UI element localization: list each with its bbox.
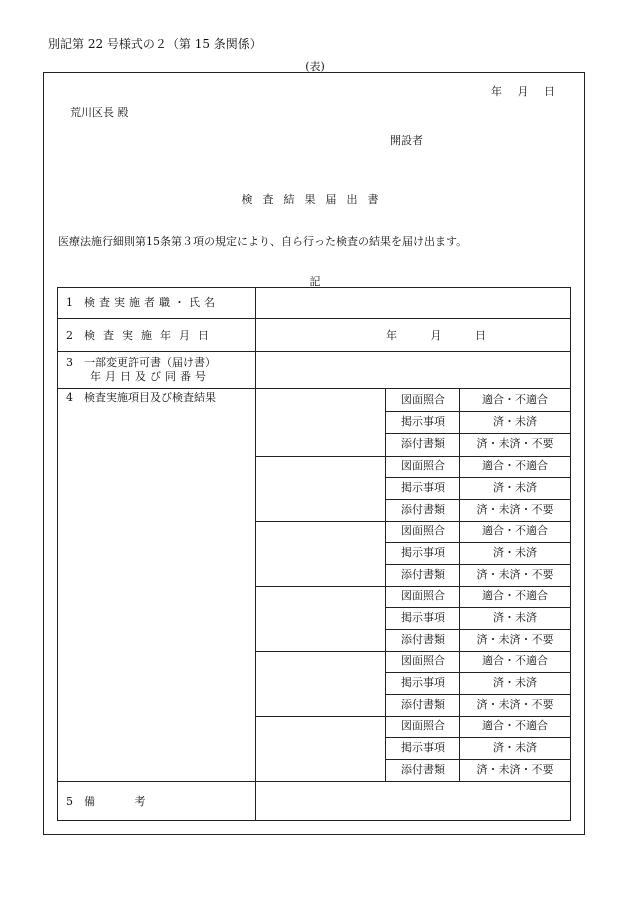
inspection-item: 図面照合 [401, 393, 445, 406]
submission-date[interactable]: 年 月 日 [491, 85, 555, 98]
group-divider [255, 651, 570, 652]
group-divider [255, 521, 570, 522]
item-divider [385, 759, 570, 760]
inspection-result[interactable]: 済・未済 [493, 741, 537, 754]
inspection-result[interactable]: 済・未済・不要 [476, 503, 554, 516]
inspection-result[interactable]: 済・未済・不要 [476, 763, 554, 776]
item-divider [385, 672, 570, 673]
inspection-item: 図面照合 [401, 589, 445, 602]
form-number-title: 別記第 22 号様式の２（第 15 条関係） [48, 37, 262, 51]
front-side-label: (表) [305, 60, 325, 73]
inspection-item: 添付書類 [401, 633, 445, 646]
inspection-result[interactable]: 済・未済 [493, 546, 537, 559]
row-divider [58, 781, 570, 782]
inspection-result[interactable]: 済・未済 [493, 676, 537, 689]
row-number: 3 [66, 356, 73, 369]
document-title: 検査結果届出書 [241, 193, 389, 206]
remarks-label: 備 考 [84, 795, 146, 808]
inspection-item: 添付書類 [401, 437, 445, 450]
inspection-item: 図面照合 [401, 524, 445, 537]
addressee: 荒川区長 殿 [70, 106, 129, 119]
item-divider [385, 542, 570, 543]
change-permit-label: 一部変更許可書（届け書） [84, 356, 216, 369]
inspection-result[interactable]: 済・未済 [493, 611, 537, 624]
inspection-item: 図面照合 [401, 654, 445, 667]
group-divider [255, 456, 570, 457]
preamble-text: 医療法施行細則第15条第３項の規定により、自ら行った検査の結果を届け出ます。 [58, 235, 468, 248]
item-divider [385, 564, 570, 565]
inspection-result[interactable]: 適合・不適合 [482, 524, 548, 537]
inspector-name-label: 検査実施者職・氏名 [84, 296, 219, 309]
row-divider [58, 318, 570, 319]
item-divider [385, 737, 570, 738]
item-divider [385, 411, 570, 412]
inspection-items-label: 検査実施項目及び検査結果 [84, 391, 216, 404]
row-number: 1 [66, 296, 73, 309]
record-table [57, 287, 571, 821]
inspection-item: 添付書類 [401, 568, 445, 581]
inspection-item: 添付書類 [401, 503, 445, 516]
inspection-result[interactable]: 済・未済・不要 [476, 568, 554, 581]
record-mark: 記 [309, 275, 321, 288]
inspection-result[interactable]: 済・未済・不要 [476, 698, 554, 711]
inspection-item: 掲示事項 [401, 546, 445, 559]
inspection-result[interactable]: 適合・不適合 [482, 654, 548, 667]
inspection-result[interactable]: 適合・不適合 [482, 589, 548, 602]
inspection-result[interactable]: 済・未済 [493, 481, 537, 494]
inspection-item: 添付書類 [401, 698, 445, 711]
change-permit-label-2: 年月日及び同番号 [90, 370, 210, 383]
item-divider [385, 607, 570, 608]
column-divider [255, 288, 256, 820]
inspection-item: 掲示事項 [401, 676, 445, 689]
inspection-item: 掲示事項 [401, 415, 445, 428]
row-number: 5 [66, 795, 73, 808]
inspection-result[interactable]: 適合・不適合 [482, 459, 548, 472]
item-divider [385, 477, 570, 478]
inspection-item: 掲示事項 [401, 611, 445, 624]
inspection-item: 図面照合 [401, 459, 445, 472]
inspection-result[interactable]: 適合・不適合 [482, 719, 548, 732]
item-divider [385, 499, 570, 500]
row-number: 2 [66, 329, 73, 342]
inspection-result[interactable]: 済・未済 [493, 415, 537, 428]
inspection-date-label: 検査実施年月日 [84, 329, 217, 342]
inspection-result[interactable]: 適合・不適合 [482, 393, 548, 406]
inspection-item: 図面照合 [401, 719, 445, 732]
inspection-result[interactable]: 済・未済・不要 [476, 437, 554, 450]
applicant-label[interactable]: 開設者 [390, 134, 423, 147]
inspection-result[interactable]: 済・未済・不要 [476, 633, 554, 646]
item-divider [385, 629, 570, 630]
row-divider [58, 351, 570, 352]
item-divider [385, 433, 570, 434]
group-divider [255, 586, 570, 587]
row-divider [58, 388, 570, 389]
inspection-date-value[interactable]: 年 月 日 [386, 329, 486, 342]
item-divider [385, 694, 570, 695]
group-divider [255, 716, 570, 717]
row-number: 4 [66, 391, 73, 404]
inspection-item: 添付書類 [401, 763, 445, 776]
inspection-item: 掲示事項 [401, 741, 445, 754]
inspection-item: 掲示事項 [401, 481, 445, 494]
